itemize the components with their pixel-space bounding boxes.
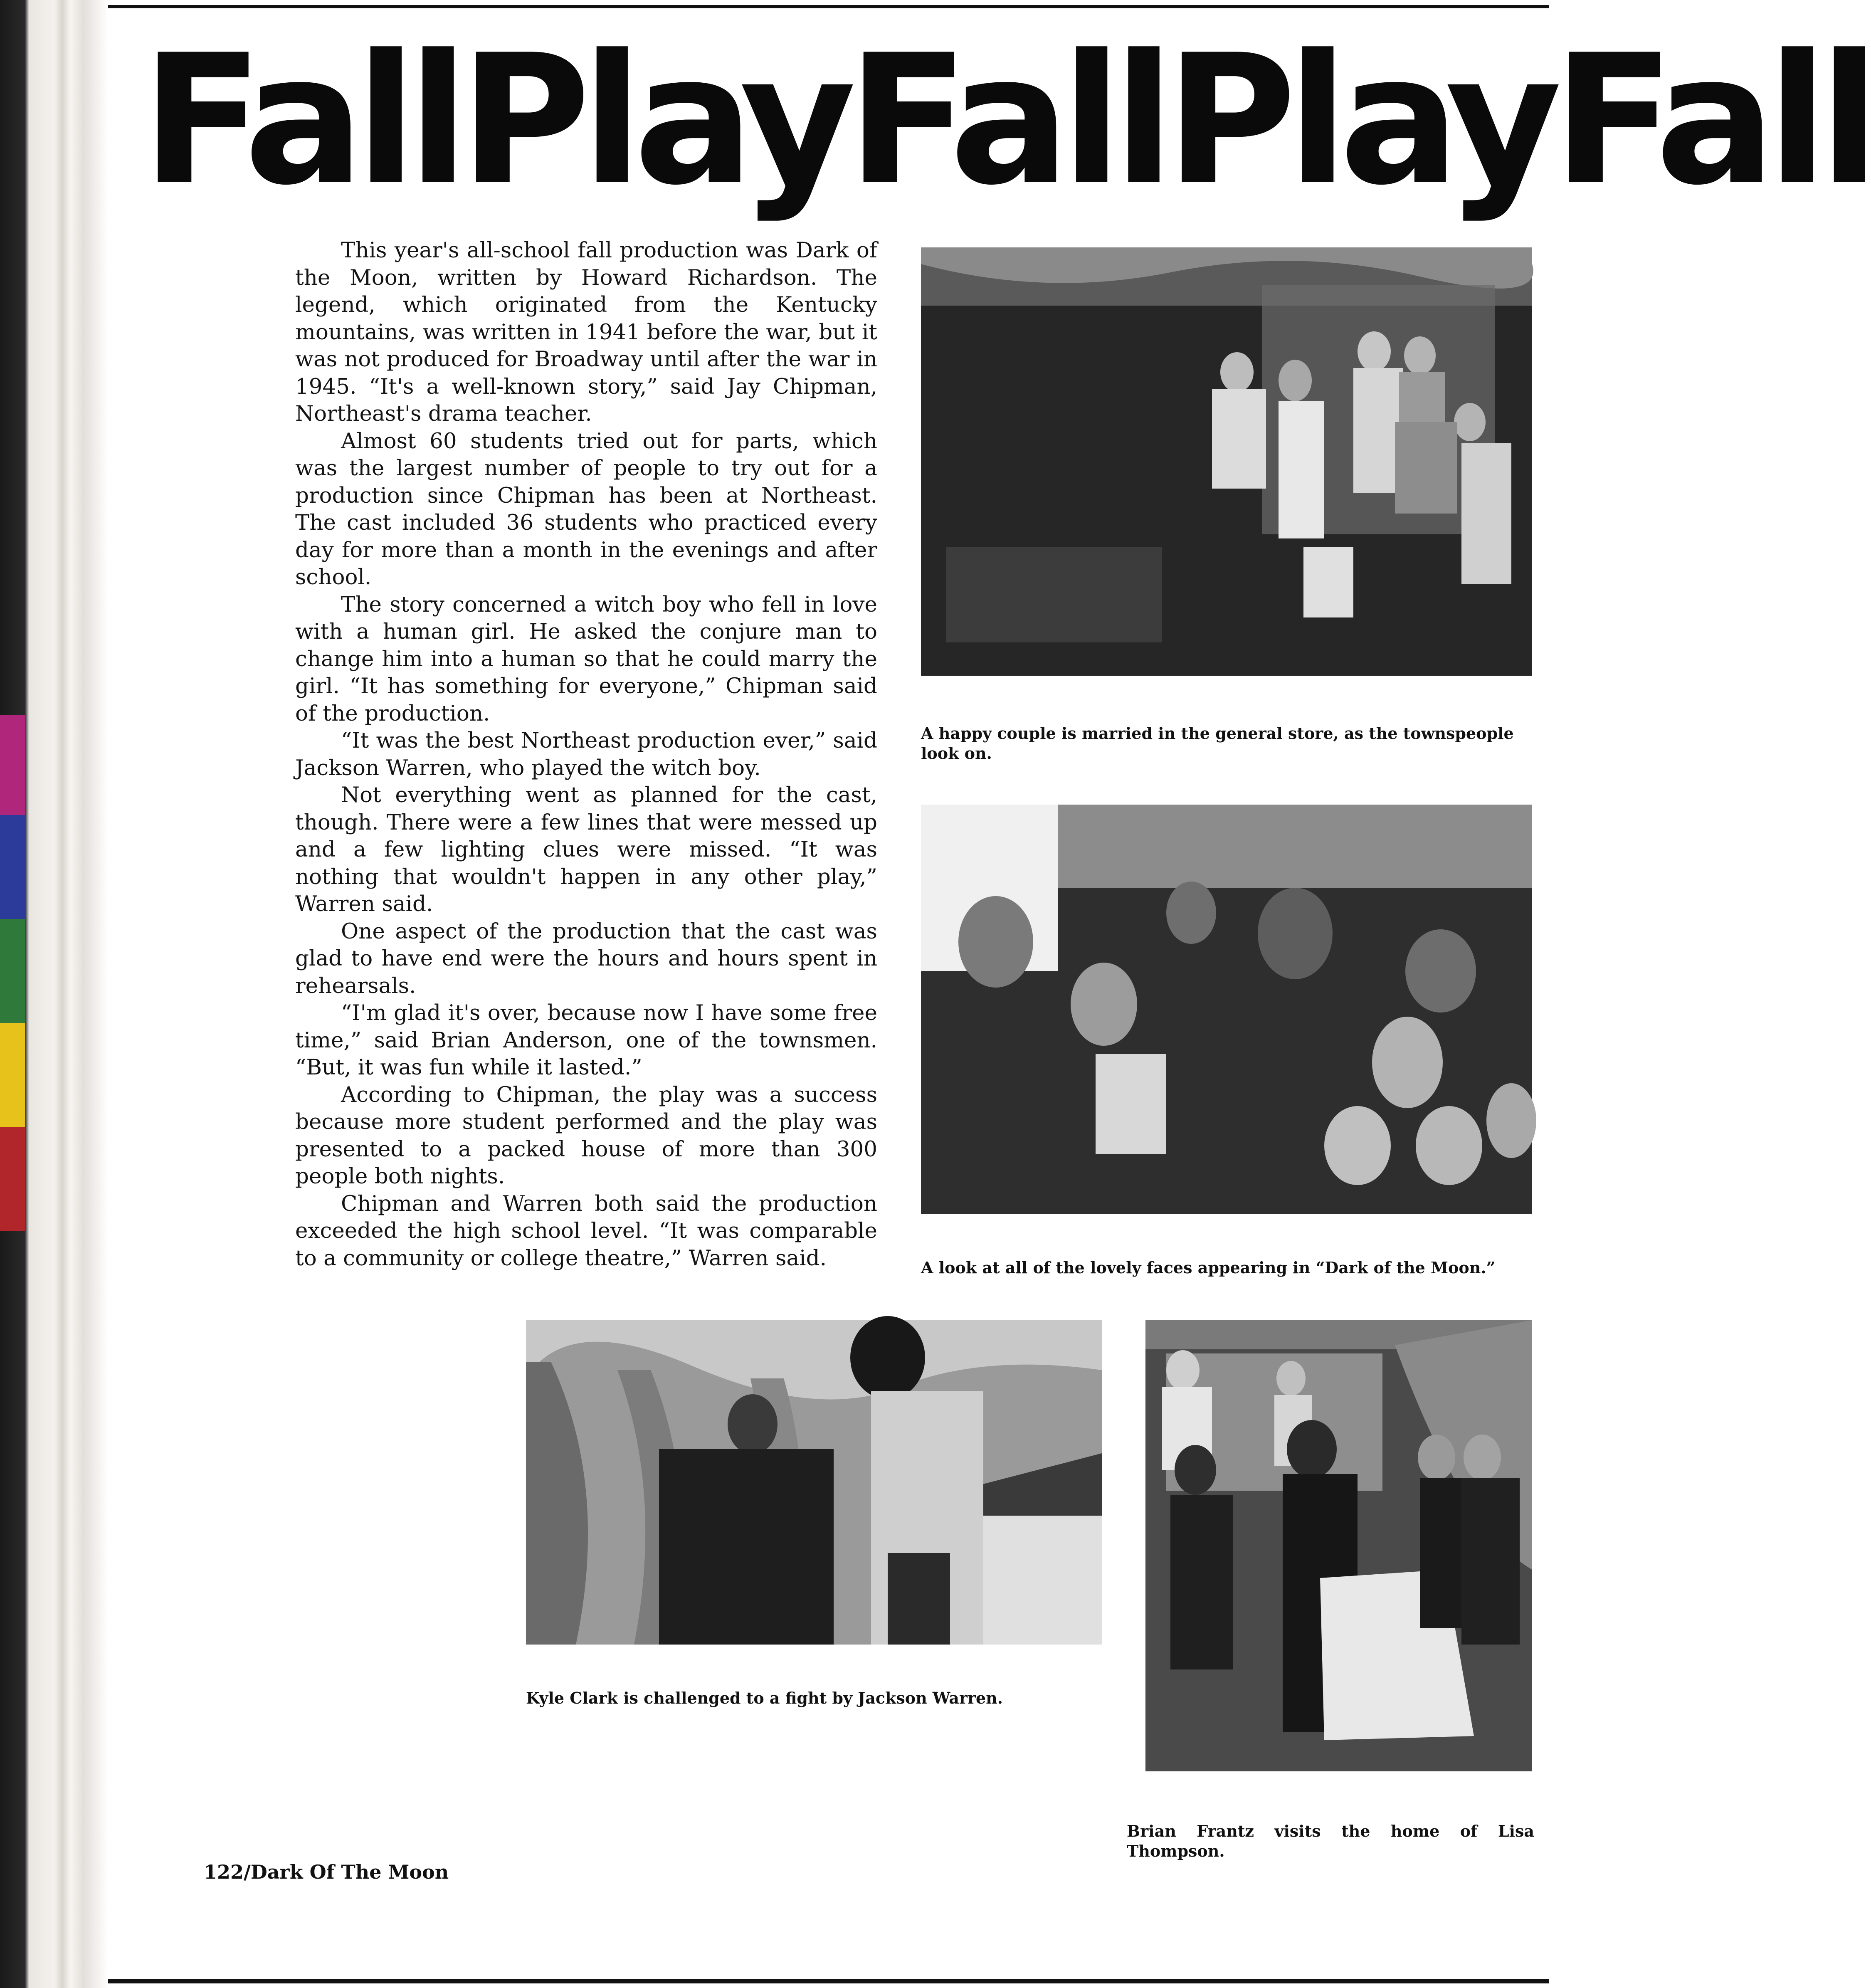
caption-faces: A look at all of the lovely faces appearing in “Dark of the Moon.”	[921, 1258, 1496, 1277]
article-paragraph: Not everything went as planned for the cast, though. There were a few lines that were messed up and a few lighting clues were missed. “It was nothing that wouldn't happen in any other play,” Warren said.	[295, 783, 877, 916]
article-paragraph: This year's all-school fall production was Dark of the Moon, written by Howard Richardson. The legend, which originated from the Kentucky mountains, was written in 1941 before the war, but it was not produced for Broadway until after the war in 1945. “It's a well-known story,” said Jay Chipman, Northeast's drama teacher.	[295, 238, 877, 426]
article-paragraph: One aspect of the production that the cast was glad to have end were the hours and hours spent in rehearsals.	[295, 919, 877, 998]
article-paragraph: “I'm glad it's over, because now I have some free time,” said Brian Anderson, one of the townsmen. “But, it was fun while it lasted.”	[295, 1000, 877, 1080]
edge-band-magenta	[0, 715, 25, 815]
edge-band-red	[0, 1127, 25, 1231]
edge-band-blue	[0, 815, 25, 919]
article-paragraph: “It was the best Northeast production ever,” said Jackson Warren, who played the witch boy.	[295, 728, 877, 780]
edge-band-yellow	[0, 1023, 25, 1127]
page-folio: 122/Dark Of The Moon	[204, 1861, 449, 1883]
edge-band-green	[0, 919, 25, 1023]
photo-fight	[526, 1320, 1102, 1645]
top-rule	[108, 5, 1549, 8]
headline: FallPlayFallPlayFall	[141, 17, 1871, 225]
article-paragraph: Almost 60 students tried out for parts, which was the largest number of people to try out for a production since Chipman has been at Northeast. The cast included 36 students who practiced every day for more than a month in the evenings and after school.	[295, 428, 877, 590]
article-paragraph: Chipman and Warren both said the production exceeded the high school level. “It was comparable to a community or college theatre,” Warren said.	[295, 1191, 877, 1271]
caption-wedding: A happy couple is married in the general store, as the townspeople look on.	[921, 724, 1514, 763]
caption-visit: Brian Frantz visits the home of Lisa Thompson.	[1127, 1822, 1534, 1860]
article-paragraph: The story concerned a witch boy who fell in love with a human girl. He asked the conjure man to change him into a human so that he could marry the girl. “It has something for everyone,” Chipman said of the production.	[295, 592, 877, 726]
caption-fight: Kyle Clark is challenged to a fight by Jackson Warren.	[526, 1689, 1003, 1707]
photo-wedding	[921, 247, 1532, 676]
page-edge	[0, 0, 108, 1988]
article-body	[295, 237, 877, 1272]
article-paragraph: According to Chipman, the play was a success because more student performed and the play was presented to a packed house of more than 300 people both nights.	[295, 1082, 877, 1189]
bottom-rule	[108, 1979, 1549, 1983]
photo-visit	[1145, 1320, 1532, 1771]
photo-faces	[921, 805, 1532, 1214]
